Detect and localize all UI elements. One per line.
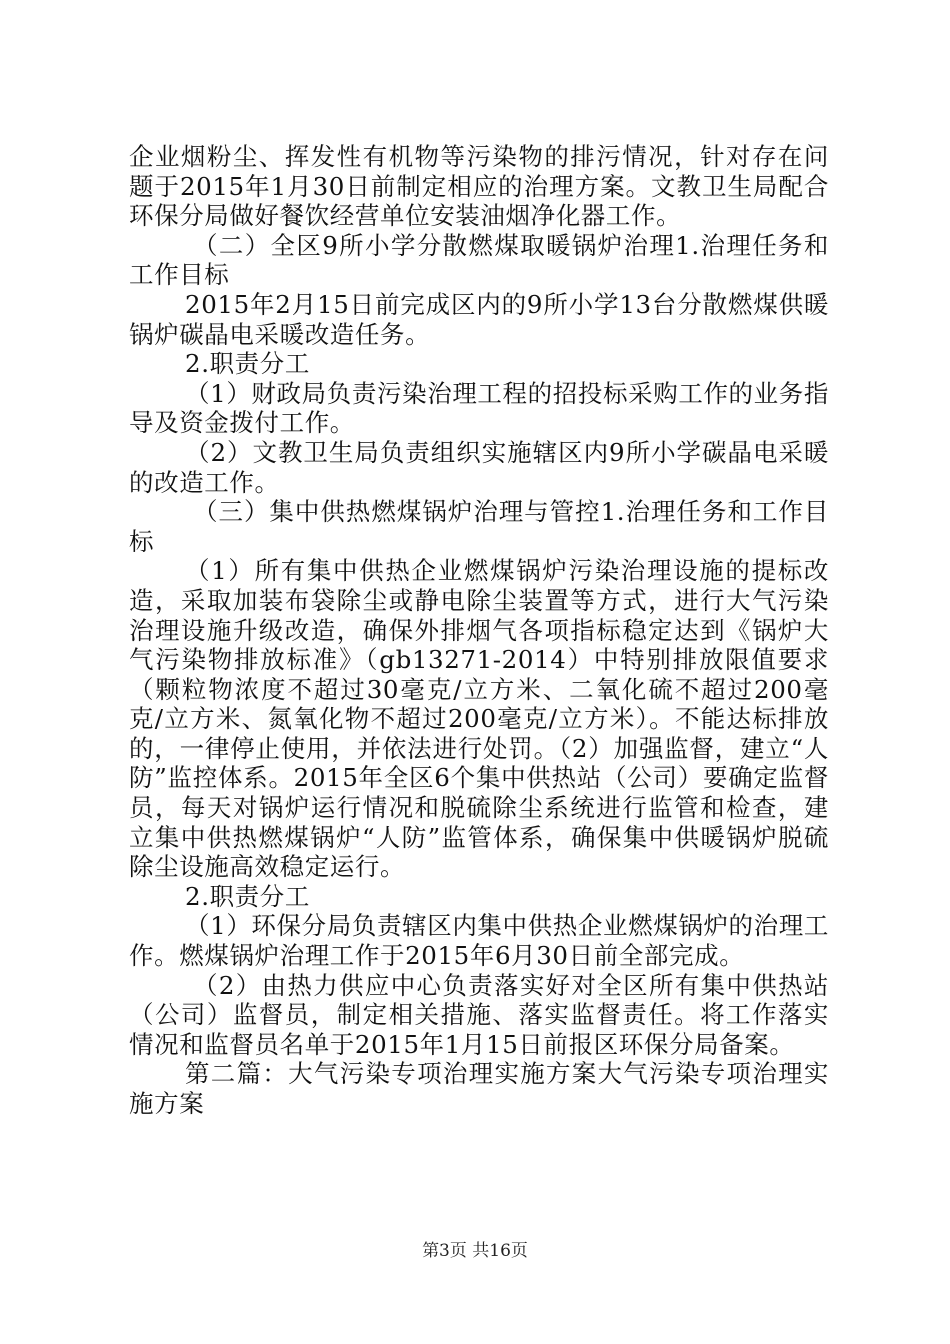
paragraph-1: 企业烟粉尘、挥发性有机物等污染物的排污情况，针对存在问题于2015年1月30日前制定相应的治理方案。文教卫生局配合环保分局做好餐饮经营单位安装油烟净化器工作。 (129, 142, 829, 231)
paragraph-9: 2.职责分工 (185, 881, 310, 911)
paragraph-7: （三）集中供热燃煤锅炉治理与管控1.治理任务和工作目标 (129, 497, 829, 556)
paragraph-4: 2.职责分工 (185, 349, 310, 379)
page-footer: 第3页 共16页 (422, 1241, 528, 1261)
paragraph-8: （1）所有集中供热企业燃煤锅炉污染治理设施的提标改造，采取加装布袋除尘或静电除尘装置等方式，进行大气污染治理设施升级改造，确保外排烟气各项指标稳定达到《锅炉大气污染物排放标准》（gb13271-2014）中特别排放限值要求（颗粒物浓度不超过30毫克/立方米、二氧化硫不超过200毫克/立方米、氮氧化物不超过200毫克/立方米）。不能达标排放的，一律停止使用，并依法进行处罚。（2）加强监督，建立“人防”监控体系。2015年全区6个集中供热站（公司）要确定监督员，每天对锅炉运行情况和脱硫除尘系统进行监管和检查，建立集中供热燃煤锅炉“人防”监管体系，确保集中供暖锅炉脱硫除尘设施高效稳定运行。 (129, 556, 829, 882)
paragraph-5: （1）财政局负责污染治理工程的招投标采购工作的业务指导及资金拨付工作。 (129, 378, 829, 438)
document-body (129, 142, 829, 1119)
paragraph-3: 2015年2月15日前完成区内的9所小学13台分散燃煤供暖锅炉碳晶电采暖改造任务。 (129, 289, 829, 349)
paragraph-12: 第二篇：大气污染专项治理实施方案大气污染专项治理实施方案 (129, 1059, 829, 1118)
paragraph-6: （2）文教卫生局负责组织实施辖区内9所小学碳晶电采暖的改造工作。 (129, 437, 829, 497)
paragraph-11: （2）由热力供应中心负责落实好对全区所有集中供热站（公司）监督员，制定相关措施、落实监督责任。将工作落实情况和监督员名单于2015年1月15日前报区环保分局备案。 (129, 970, 829, 1059)
paragraph-10: （1）环保分局负责辖区内集中供热企业燃煤锅炉的治理工作。燃煤锅炉治理工作于2015年6月30日前全部完成。 (129, 911, 829, 971)
paragraph-2: （二）全区9所小学分散燃煤取暖锅炉治理1.治理任务和工作目标 (129, 230, 829, 290)
